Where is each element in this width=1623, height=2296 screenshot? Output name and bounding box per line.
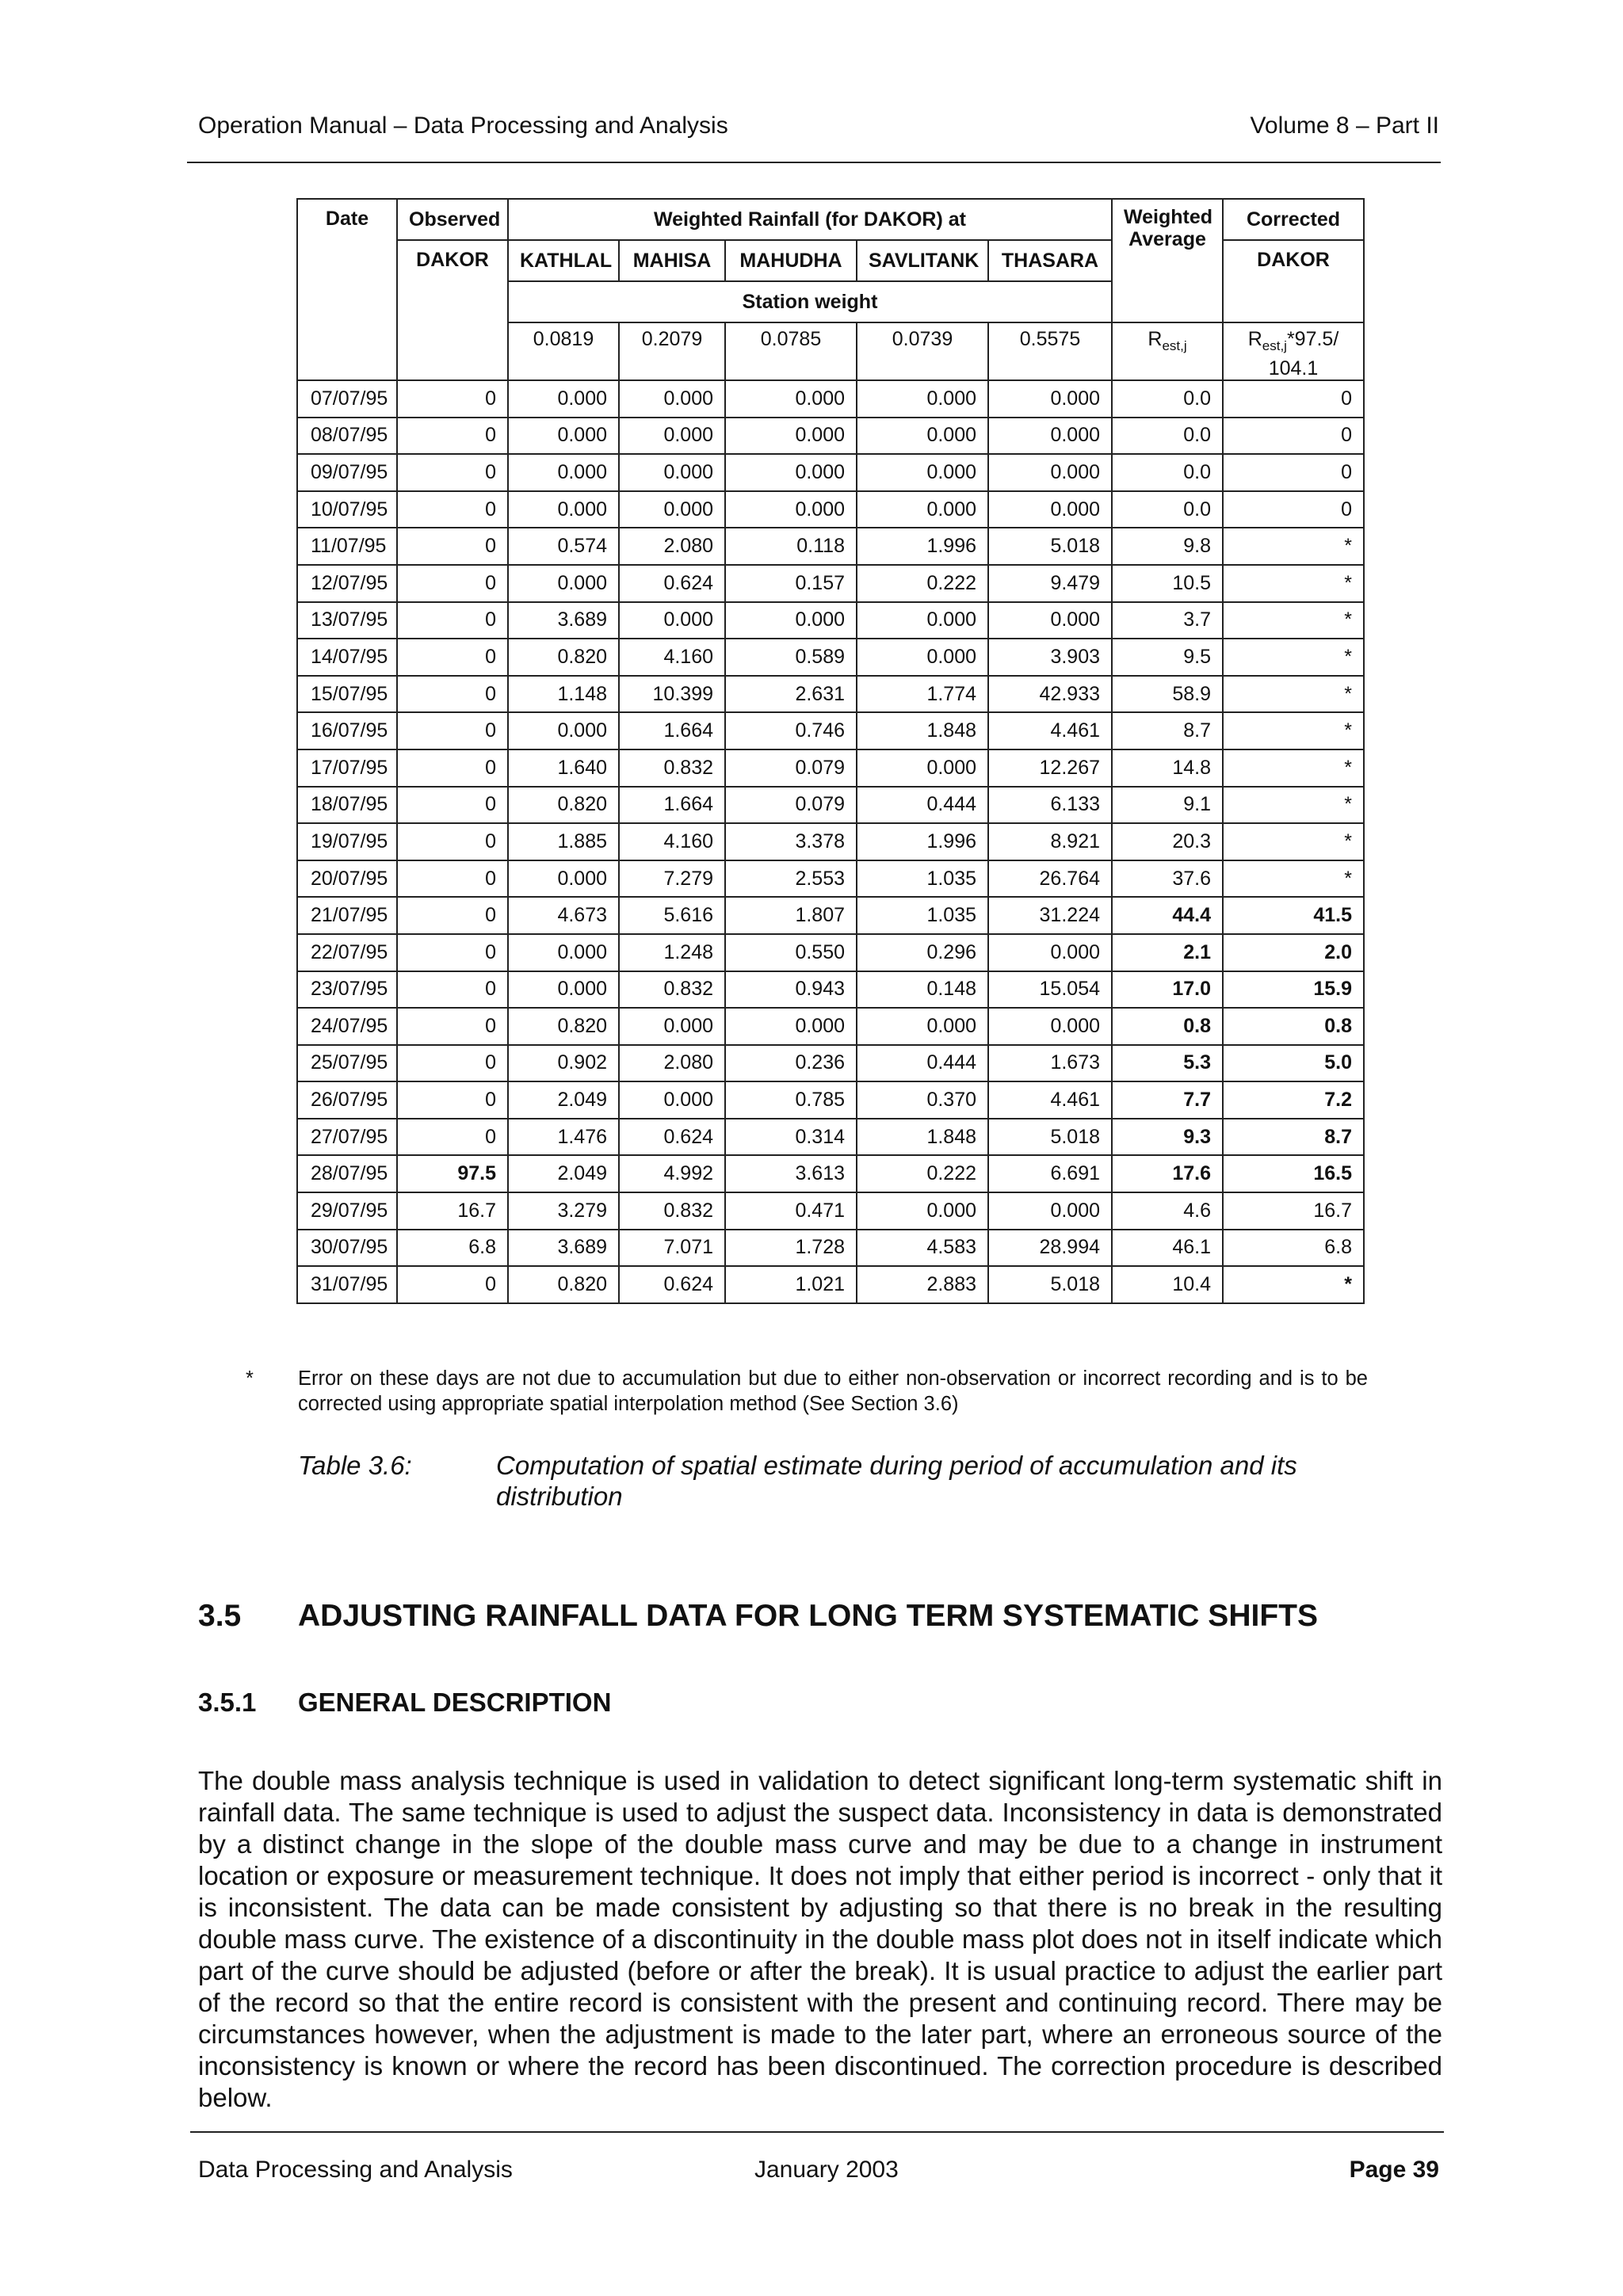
station-header: THASARA (988, 240, 1112, 281)
weighted-rainfall-cell: 4.160 (619, 823, 725, 860)
date-cell: 19/07/95 (297, 823, 397, 860)
footnote-marker: * (246, 1367, 254, 1390)
weighted-rainfall-cell: 0.118 (725, 528, 857, 565)
observed-cell: 0 (397, 787, 508, 824)
table-row (297, 380, 1364, 418)
weighted-rainfall-cell: 0.000 (508, 418, 619, 455)
col-corrected-header: Corrected (1223, 199, 1364, 240)
date-cell: 11/07/95 (297, 528, 397, 565)
corrected-cell: 0 (1223, 491, 1364, 528)
subsection-number: 3.5.1 (198, 1688, 257, 1717)
weighted-rainfall-cell: 0.943 (725, 971, 857, 1009)
weighted-average-cell: 10.4 (1112, 1266, 1223, 1303)
observed-cell: 0 (397, 860, 508, 898)
weighted-rainfall-cell: 5.616 (619, 897, 725, 934)
weighted-rainfall-cell: 2.883 (857, 1266, 988, 1303)
weighted-rainfall-cell: 12.267 (988, 749, 1112, 787)
date-cell: 13/07/95 (297, 602, 397, 639)
rainfall-table (296, 198, 1365, 1304)
weighted-rainfall-cell: 0.000 (857, 749, 988, 787)
weighted-rainfall-cell: 0.370 (857, 1081, 988, 1119)
corrected-cell: * (1223, 676, 1364, 713)
footer-rule (190, 2131, 1444, 2133)
weighted-rainfall-cell: 2.080 (619, 528, 725, 565)
weighted-average-cell: 10.5 (1112, 565, 1223, 602)
weighted-average-cell: 0.8 (1112, 1008, 1223, 1045)
date-cell: 07/07/95 (297, 380, 397, 418)
corrected-cell: 0 (1223, 454, 1364, 491)
weighted-rainfall-cell: 0.902 (508, 1045, 619, 1082)
weighted-rainfall-cell: 2.049 (508, 1081, 619, 1119)
table-row (297, 565, 1364, 602)
table-row (297, 528, 1364, 565)
table-row (297, 676, 1364, 713)
weighted-rainfall-cell: 1.848 (857, 1119, 988, 1156)
table-row (297, 602, 1364, 639)
weighted-rainfall-cell: 3.378 (725, 823, 857, 860)
weighted-rainfall-cell: 0.000 (725, 454, 857, 491)
weighted-rainfall-cell: 1.021 (725, 1266, 857, 1303)
weighted-average-cell: 17.0 (1112, 971, 1223, 1009)
date-cell: 14/07/95 (297, 639, 397, 676)
weighted-rainfall-cell: 0.314 (725, 1119, 857, 1156)
observed-cell: 0 (397, 934, 508, 971)
weighted-rainfall-cell: 1.248 (619, 934, 725, 971)
weighted-rainfall-cell: 0.820 (508, 1266, 619, 1303)
weighted-rainfall-cell: 4.992 (619, 1155, 725, 1192)
table-row (297, 1155, 1364, 1192)
weighted-rainfall-cell: 4.461 (988, 1081, 1112, 1119)
weighted-average-cell: 46.1 (1112, 1230, 1223, 1267)
page-header (198, 113, 1439, 139)
weighted-rainfall-cell: 0.624 (619, 1119, 725, 1156)
weighted-rainfall-cell: 0.000 (857, 491, 988, 528)
weighted-rainfall-cell: 4.461 (988, 712, 1112, 749)
weighted-rainfall-cell: 2.631 (725, 676, 857, 713)
date-cell: 23/07/95 (297, 971, 397, 1009)
corrected-cell: * (1223, 639, 1364, 676)
weighted-average-cell: 9.8 (1112, 528, 1223, 565)
observed-cell: 0 (397, 418, 508, 455)
weighted-rainfall-cell: 5.018 (988, 528, 1112, 565)
corrected-cell: 41.5 (1223, 897, 1364, 934)
date-cell: 17/07/95 (297, 749, 397, 787)
date-cell: 10/07/95 (297, 491, 397, 528)
date-cell: 09/07/95 (297, 454, 397, 491)
weighted-average-cell: 37.6 (1112, 860, 1223, 898)
weighted-average-cell: 14.8 (1112, 749, 1223, 787)
weighted-rainfall-cell: 0.000 (857, 454, 988, 491)
weighted-average-cell: 44.4 (1112, 897, 1223, 934)
observed-cell: 97.5 (397, 1155, 508, 1192)
weighted-rainfall-cell: 0.079 (725, 749, 857, 787)
weighted-rainfall-cell: 0.236 (725, 1045, 857, 1082)
weighted-rainfall-cell: 1.035 (857, 860, 988, 898)
subsection-title: GENERAL DESCRIPTION (298, 1688, 612, 1717)
corrected-cell: * (1223, 565, 1364, 602)
weighted-rainfall-cell: 0.000 (619, 1081, 725, 1119)
table-row (297, 1192, 1364, 1230)
weighted-rainfall-cell: 0.820 (508, 639, 619, 676)
weighted-rainfall-cell: 2.080 (619, 1045, 725, 1082)
weighted-average-cell: 3.7 (1112, 602, 1223, 639)
table-row (297, 971, 1364, 1009)
date-cell: 22/07/95 (297, 934, 397, 971)
observed-cell: 0 (397, 749, 508, 787)
corrected-cell: 15.9 (1223, 971, 1364, 1009)
weighted-rainfall-cell: 2.553 (725, 860, 857, 898)
station-weight: 0.0739 (857, 322, 988, 380)
weighted-rainfall-cell: 4.673 (508, 897, 619, 934)
weighted-rainfall-cell: 0.000 (988, 454, 1112, 491)
weighted-rainfall-cell: 0.000 (988, 934, 1112, 971)
table-row (297, 712, 1364, 749)
weighted-rainfall-cell: 0.000 (988, 1192, 1112, 1230)
weighted-rainfall-cell: 0.000 (857, 1192, 988, 1230)
table-row (297, 1081, 1364, 1119)
corrected-cell: 6.8 (1223, 1230, 1364, 1267)
weighted-rainfall-cell: 1.728 (725, 1230, 857, 1267)
weighted-rainfall-cell: 1.673 (988, 1045, 1112, 1082)
weighted-average-cell: 5.3 (1112, 1045, 1223, 1082)
table-row (297, 749, 1364, 787)
page-number: Page 39 (1349, 2157, 1439, 2183)
station-header: MAHISA (619, 240, 725, 281)
date-cell: 29/07/95 (297, 1192, 397, 1230)
weighted-rainfall-cell: 6.691 (988, 1155, 1112, 1192)
weighted-rainfall-cell: 2.049 (508, 1155, 619, 1192)
observed-cell: 0 (397, 454, 508, 491)
weighted-rainfall-cell: 0.471 (725, 1192, 857, 1230)
weighted-rainfall-cell: 1.664 (619, 712, 725, 749)
weighted-rainfall-cell: 7.279 (619, 860, 725, 898)
weighted-average-cell: 9.1 (1112, 787, 1223, 824)
weighted-rainfall-cell: 0.000 (857, 380, 988, 418)
weighted-rainfall-cell: 1.885 (508, 823, 619, 860)
table-row (297, 454, 1364, 491)
weighted-rainfall-cell: 1.476 (508, 1119, 619, 1156)
corrected-cell: 8.7 (1223, 1119, 1364, 1156)
col-corrected-station: DAKOR (1223, 240, 1364, 322)
table-row (297, 1119, 1364, 1156)
col-weighted-average-header: Weighted Average (1112, 199, 1223, 322)
weighted-rainfall-cell: 1.996 (857, 823, 988, 860)
col-date-header: Date (297, 199, 397, 380)
caption-label: Table 3.6: (298, 1451, 412, 1480)
date-cell: 18/07/95 (297, 787, 397, 824)
weighted-rainfall-cell: 0.000 (988, 418, 1112, 455)
header-title: Operation Manual – Data Processing and Analysis (198, 113, 728, 139)
weighted-rainfall-cell: 0.000 (725, 602, 857, 639)
corrected-cell: * (1223, 823, 1364, 860)
weighted-rainfall-cell: 0.000 (508, 934, 619, 971)
weighted-rainfall-cell: 0.000 (988, 491, 1112, 528)
weighted-rainfall-cell: 0.589 (725, 639, 857, 676)
corrected-cell: 0.8 (1223, 1008, 1364, 1045)
weighted-rainfall-cell: 1.848 (857, 712, 988, 749)
weighted-rainfall-cell: 0.000 (619, 1008, 725, 1045)
weighted-rainfall-cell: 3.279 (508, 1192, 619, 1230)
weighted-rainfall-cell: 0.000 (619, 602, 725, 639)
weighted-rainfall-cell: 7.071 (619, 1230, 725, 1267)
corrected-cell: * (1223, 749, 1364, 787)
weighted-rainfall-cell: 0.746 (725, 712, 857, 749)
weighted-average-cell: 20.3 (1112, 823, 1223, 860)
station-header: SAVLITANK (857, 240, 988, 281)
footnote-text: Error on these days are not due to accumulation but due to either non-observation or incorrect recording and is to be corrected using appropriate spatial interpolation method (See Section 3.6) (298, 1367, 1368, 1415)
weighted-average-cell: 17.6 (1112, 1155, 1223, 1192)
table-row (297, 1045, 1364, 1082)
corrected-formula: $R_{est,j}*97.5/$ 104.1 (1223, 322, 1364, 380)
corrected-cell: 7.2 (1223, 1081, 1364, 1119)
weighted-rainfall-cell: 0.000 (508, 971, 619, 1009)
weighted-average-cell: 58.9 (1112, 676, 1223, 713)
weighted-average-cell: 2.1 (1112, 934, 1223, 971)
weighted-rainfall-cell: 4.160 (619, 639, 725, 676)
weighted-rainfall-cell: 1.148 (508, 676, 619, 713)
station-weight-label: Station weight (508, 281, 1112, 322)
weighted-rainfall-cell: 0.000 (508, 454, 619, 491)
date-cell: 26/07/95 (297, 1081, 397, 1119)
section-number: 3.5 (198, 1599, 242, 1633)
observed-cell: 0 (397, 971, 508, 1009)
weighted-rainfall-cell: 15.054 (988, 971, 1112, 1009)
weighted-rainfall-cell: 0.000 (988, 1008, 1112, 1045)
date-cell: 28/07/95 (297, 1155, 397, 1192)
weighted-rainfall-cell: 0.000 (988, 602, 1112, 639)
table-row (297, 418, 1364, 455)
observed-cell: 0 (397, 1266, 508, 1303)
weighted-rainfall-cell: 0.000 (619, 454, 725, 491)
weighted-rainfall-cell: 0.574 (508, 528, 619, 565)
observed-cell: 0 (397, 528, 508, 565)
observed-cell: 0 (397, 491, 508, 528)
weighted-rainfall-cell: 28.994 (988, 1230, 1112, 1267)
weighted-rainfall-cell: 0.000 (857, 602, 988, 639)
corrected-cell: * (1223, 860, 1364, 898)
weighted-rainfall-cell: 0.000 (619, 491, 725, 528)
table-row (297, 1230, 1364, 1267)
observed-cell: 0 (397, 1081, 508, 1119)
weighted-rainfall-cell: 0.624 (619, 1266, 725, 1303)
weighted-rainfall-cell: 31.224 (988, 897, 1112, 934)
weighted-rainfall-cell: 0.000 (508, 491, 619, 528)
weighted-rainfall-cell: 0.079 (725, 787, 857, 824)
weighted-rainfall-cell: 0.832 (619, 971, 725, 1009)
weighted-rainfall-cell: 10.399 (619, 676, 725, 713)
observed-cell: 0 (397, 1045, 508, 1082)
weighted-rainfall-cell: 8.921 (988, 823, 1112, 860)
weighted-rainfall-cell: 1.996 (857, 528, 988, 565)
corrected-cell: * (1223, 787, 1364, 824)
date-cell: 16/07/95 (297, 712, 397, 749)
weighted-rainfall-cell: 0.624 (619, 565, 725, 602)
date-cell: 30/07/95 (297, 1230, 397, 1267)
weighted-average-cell: 0.0 (1112, 380, 1223, 418)
table-row (297, 1266, 1364, 1303)
station-weight: 0.5575 (988, 322, 1112, 380)
table-row (297, 639, 1364, 676)
table-row (297, 491, 1364, 528)
table-row (297, 860, 1364, 898)
weighted-rainfall-cell: 0.000 (857, 639, 988, 676)
weighted-average-cell: 0.0 (1112, 418, 1223, 455)
weighted-rainfall-cell: 3.689 (508, 1230, 619, 1267)
corrected-cell: * (1223, 528, 1364, 565)
weighted-rainfall-cell: 1.774 (857, 676, 988, 713)
weighted-rainfall-cell: 0.148 (857, 971, 988, 1009)
header-volume: Volume 8 – Part II (1250, 113, 1439, 139)
weighted-rainfall-cell: 6.133 (988, 787, 1112, 824)
corrected-cell: * (1223, 712, 1364, 749)
weighted-rainfall-cell: 0.222 (857, 1155, 988, 1192)
weighted-rainfall-cell: 26.764 (988, 860, 1112, 898)
weighted-rainfall-cell: 0.000 (619, 418, 725, 455)
observed-cell: 0 (397, 712, 508, 749)
observed-cell: 0 (397, 1008, 508, 1045)
station-header: KATHLAL (508, 240, 619, 281)
body-paragraph: The double mass analysis technique is used in validation to detect significant long-term systematic shift in rainfall data. The same technique is used to adjust the suspect data. Inconsistency in data is demonstrated by a distinct change in the slope of the double mass curve and may be due to a change in instrument location or exposure or measurement technique. It does not imply that either period is incorrect - only that it is inconsistent. The data can be made consistent by adjusting so that there is no break in the resulting double mass curve. The existence of a discontinuity in the double mass plot does not in itself indicate which part of the curve should be adjusted (before or after the break). It is usual practice to adjust the earlier part of the record so that the entire record is consistent with the present and continuing record. There may be circumstances however, when the adjustment is made to the later part, where an erroneous source of the inconsistency is known or where the record has been discontinued. The correction procedure is described below. (198, 1766, 1442, 2112)
weighted-rainfall-cell: 0.000 (508, 565, 619, 602)
weighted-rainfall-cell: 0.000 (988, 380, 1112, 418)
weighted-rainfall-cell: 1.035 (857, 897, 988, 934)
weighted-rainfall-cell: 0.000 (857, 1008, 988, 1045)
col-observed-header: Observed (397, 199, 508, 240)
corrected-cell: 0 (1223, 380, 1364, 418)
corrected-cell: 0 (1223, 418, 1364, 455)
weighted-rainfall-cell: 0.820 (508, 787, 619, 824)
weighted-rainfall-cell: 1.664 (619, 787, 725, 824)
weighted-rainfall-cell: 0.550 (725, 934, 857, 971)
weighted-rainfall-cell: 9.479 (988, 565, 1112, 602)
weighted-rainfall-cell: 5.018 (988, 1266, 1112, 1303)
table-row (297, 823, 1364, 860)
date-cell: 15/07/95 (297, 676, 397, 713)
col-observed-station: DAKOR (397, 240, 508, 380)
weighted-rainfall-cell: 0.157 (725, 565, 857, 602)
observed-cell: 0 (397, 380, 508, 418)
date-cell: 24/07/95 (297, 1008, 397, 1045)
weighted-rainfall-cell: 3.689 (508, 602, 619, 639)
date-cell: 12/07/95 (297, 565, 397, 602)
weighted-rainfall-cell: 0.000 (508, 860, 619, 898)
date-cell: 20/07/95 (297, 860, 397, 898)
weighted-rainfall-cell: 1.807 (725, 897, 857, 934)
corrected-cell: * (1223, 1266, 1364, 1303)
weighted-rainfall-cell: 0.000 (508, 380, 619, 418)
observed-cell: 6.8 (397, 1230, 508, 1267)
footer-date: January 2003 (754, 2157, 899, 2183)
table-row (297, 897, 1364, 934)
observed-cell: 0 (397, 823, 508, 860)
date-cell: 27/07/95 (297, 1119, 397, 1156)
station-weight: 0.2079 (619, 322, 725, 380)
observed-cell: 0 (397, 565, 508, 602)
table-row (297, 787, 1364, 824)
weighted-rainfall-cell: 42.933 (988, 676, 1112, 713)
table-row (297, 934, 1364, 971)
weighted-rainfall-cell: 0.444 (857, 1045, 988, 1082)
section-title: ADJUSTING RAINFALL DATA FOR LONG TERM SYSTEMATIC SHIFTS (298, 1599, 1318, 1633)
weighted-average-cell: 7.7 (1112, 1081, 1223, 1119)
corrected-cell: * (1223, 602, 1364, 639)
header-rule (187, 162, 1441, 163)
weighted-rainfall-cell: 4.583 (857, 1230, 988, 1267)
weighted-rainfall-cell: 0.222 (857, 565, 988, 602)
weighted-rainfall-cell: 0.000 (725, 380, 857, 418)
weighted-rainfall-cell: 3.613 (725, 1155, 857, 1192)
weighted-average-cell: 9.5 (1112, 639, 1223, 676)
weighted-average-symbol: $R_{est,j}$ (1112, 322, 1223, 380)
date-cell: 21/07/95 (297, 897, 397, 934)
weighted-average-cell: 4.6 (1112, 1192, 1223, 1230)
weighted-rainfall-cell: 3.903 (988, 639, 1112, 676)
observed-cell: 0 (397, 897, 508, 934)
table-body (297, 380, 1364, 1303)
caption-text: Computation of spatial estimate during period of accumulation and its distribution (496, 1451, 1297, 1511)
observed-cell: 0 (397, 602, 508, 639)
table-row (297, 1008, 1364, 1045)
station-weight: 0.0785 (725, 322, 857, 380)
corrected-cell: 2.0 (1223, 934, 1364, 971)
weighted-rainfall-cell: 0.785 (725, 1081, 857, 1119)
corrected-cell: 16.7 (1223, 1192, 1364, 1230)
weighted-rainfall-cell: 0.296 (857, 934, 988, 971)
weighted-rainfall-cell: 5.018 (988, 1119, 1112, 1156)
date-cell: 08/07/95 (297, 418, 397, 455)
weighted-rainfall-cell: 0.000 (725, 1008, 857, 1045)
weighted-rainfall-cell: 0.444 (857, 787, 988, 824)
observed-cell: 0 (397, 676, 508, 713)
weighted-average-cell: 0.0 (1112, 491, 1223, 528)
weighted-rainfall-cell: 1.640 (508, 749, 619, 787)
corrected-cell: 5.0 (1223, 1045, 1364, 1082)
weighted-rainfall-cell: 0.000 (619, 380, 725, 418)
observed-cell: 16.7 (397, 1192, 508, 1230)
date-cell: 25/07/95 (297, 1045, 397, 1082)
date-cell: 31/07/95 (297, 1266, 397, 1303)
weighted-rainfall-cell: 0.000 (857, 418, 988, 455)
weighted-average-cell: 0.0 (1112, 454, 1223, 491)
corrected-cell: 16.5 (1223, 1155, 1364, 1192)
station-weight: 0.0819 (508, 322, 619, 380)
col-weighted-rainfall-header: Weighted Rainfall (for DAKOR) at (508, 199, 1112, 240)
weighted-rainfall-cell: 0.832 (619, 1192, 725, 1230)
weighted-rainfall-cell: 0.832 (619, 749, 725, 787)
observed-cell: 0 (397, 639, 508, 676)
footer-title: Data Processing and Analysis (198, 2157, 513, 2183)
weighted-rainfall-cell: 0.000 (508, 712, 619, 749)
weighted-rainfall-cell: 0.000 (725, 418, 857, 455)
weighted-average-cell: 8.7 (1112, 712, 1223, 749)
weighted-average-cell: 9.3 (1112, 1119, 1223, 1156)
weighted-rainfall-cell: 0.820 (508, 1008, 619, 1045)
station-header: MAHUDHA (725, 240, 857, 281)
weighted-rainfall-cell: 0.000 (725, 491, 857, 528)
observed-cell: 0 (397, 1119, 508, 1156)
